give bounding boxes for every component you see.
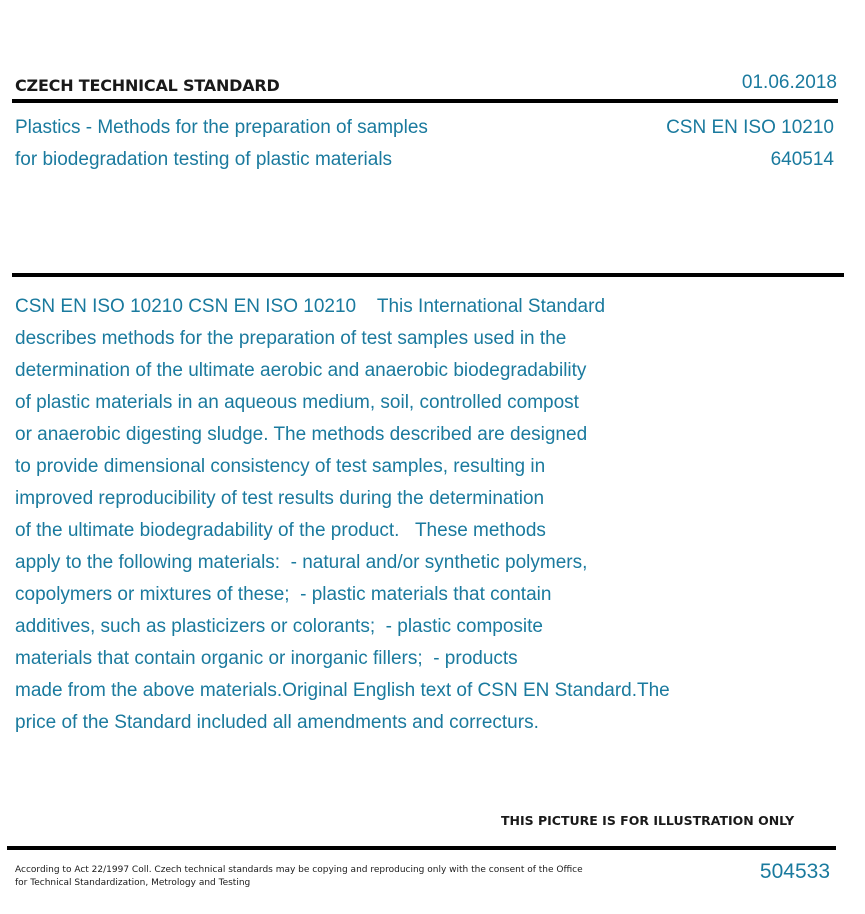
illustration-note: THIS PICTURE IS FOR ILLUSTRATION ONLY [501, 813, 795, 828]
legal-notice-line-1: According to Act 22/1997 Coll. Czech technical standards may be copying and reproducing only with the consent of the Office [15, 865, 583, 875]
legal-notice-line-2: for Technical Standardization, Metrology and Testing [15, 878, 251, 888]
top-divider [12, 99, 838, 103]
standard-title-line-1: Plastics - Methods for the preparation of samples [15, 117, 428, 138]
description-line: price of the Standard included all amendments and correcturs. [15, 712, 539, 733]
description-line: determination of the ultimate aerobic and anaerobic biodegradability [15, 360, 587, 381]
document-id: 504533 [759, 860, 830, 883]
description-line: describes methods for the preparation of test samples used in the [15, 328, 567, 349]
description-line: CSN EN ISO 10210 CSN EN ISO 10210 This International Standard [15, 296, 606, 317]
description-line: or anaerobic digesting sludge. The methods described are designed [15, 424, 588, 445]
description-line: materials that contain organic or inorganic fillers; - products [15, 648, 518, 669]
standard-class-code: 640514 [770, 149, 834, 170]
description-line: made from the above materials.Original English text of CSN EN Standard.The [15, 680, 670, 701]
legal-notice [15, 864, 583, 890]
description-line: additives, such as plasticizers or colorants; - plastic composite [15, 616, 543, 637]
description-line: to provide dimensional consistency of test samples, resulting in [15, 456, 546, 477]
description-line: improved reproducibility of test results during the determination [15, 488, 545, 509]
description-line: of plastic materials in an aqueous medium, soil, controlled compost [15, 392, 579, 413]
bottom-divider [7, 846, 836, 850]
standard-description [15, 291, 815, 739]
standard-title-line-2: for biodegradation testing of plastic materials [15, 149, 393, 170]
standard-number: CSN EN ISO 10210 [666, 117, 834, 138]
description-line: of the ultimate biodegradability of the product. These methods [15, 520, 546, 541]
publication-date: 01.06.2018 [741, 72, 837, 93]
description-line: apply to the following materials: - natural and/or synthetic polymers, [15, 552, 588, 573]
middle-divider [12, 273, 844, 277]
description-line: copolymers or mixtures of these; - plastic materials that contain [15, 584, 552, 605]
document-type-label: CZECH TECHNICAL STANDARD [15, 76, 280, 95]
